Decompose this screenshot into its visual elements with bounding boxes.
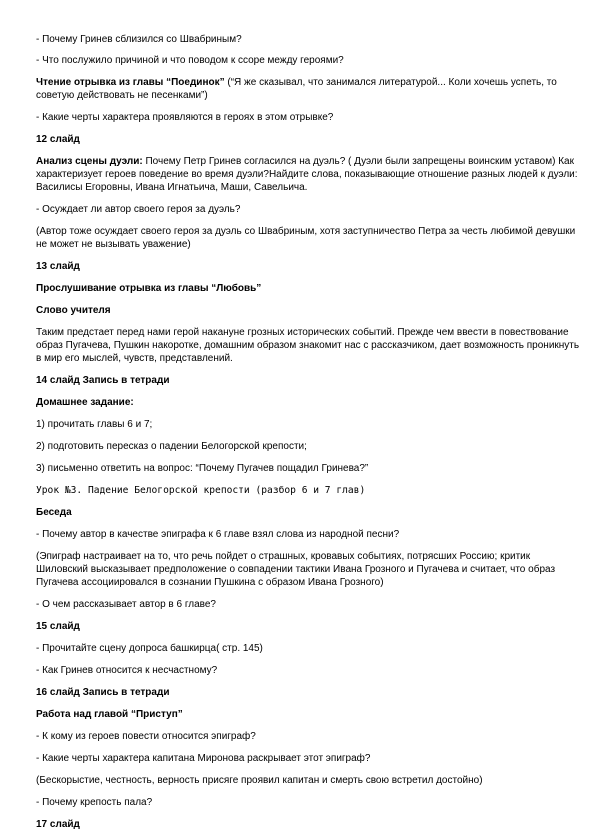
homework-item: 1) прочитать главы 6 и 7; [36,419,153,430]
question-line: - Какие черты характера капитана Миронова раскрывает этот эпиграф? [36,753,371,764]
homework-heading: Домашнее задание: [36,397,134,408]
question-line: - Осуждает ли автор своего героя за дуэль? [36,204,241,215]
homework-item: 2) подготовить пересказ о падении Белогорской крепости; [36,441,307,452]
question-line: - О чем рассказывает автор в 6 главе? [36,599,216,610]
reading-heading: Чтение отрывка из главы “Поединок” [36,77,225,88]
question-line: - Какие черты характера проявляются в героях в этом отрывке? [36,112,334,123]
work-heading: Работа над главой “Приступ” [36,709,183,720]
talk-heading: Беседа [36,507,72,518]
teacher-paragraph: Таким предстает перед нами герой накануне грозных исторических событий. Прежде чем ввести в повествование образ Пугачева, Пушкин накоротке, домашним образом знакомит нас с рассказчиком, дает возможность проникнуть в мир его мыслей, чувств, представлений. [36,327,580,364]
teacher-word-heading: Слово учителя [36,305,111,316]
question-line: - Прочитайте сцену допроса башкирца( стр. 145) [36,643,263,654]
question-line: - К кому из героев повести относится эпиграф? [36,731,256,742]
duel-paragraph [36,155,582,194]
lesson-title: Урок №3. Падение Белогорской крепости (разбор 6 и 7 глав) [36,485,366,496]
slide-heading-17: 17 слайд [36,819,80,830]
slide-heading-15: 15 слайд [36,621,80,632]
slide-heading-13: 13 слайд [36,261,80,272]
listening-heading: Прослушивание отрывка из главы “Любовь” [36,283,262,294]
question-line: - Почему Гринев сблизился со Швабриным? [36,34,242,45]
duel-heading: Анализ сцены дуэли: [36,156,143,167]
slide-heading-16: 16 слайд Запись в тетради [36,687,170,698]
slide-heading-12: 12 слайд [36,134,80,145]
duel-text: Почему Петр Гринев согласился на дуэль? ( Дуэли были запрещены воинским уставом) Как характеризует героев поведение во время дуэли?Найдите слова, показывающие отношение разных людей к дуэли: Василисы Егоровны, Ивана Игнатьича, Маши, Савельича. [36,156,578,193]
reading-paragraph [36,76,582,102]
question-line: - Почему автор в качестве эпиграфа к 6 главе взял слова из народной песни? [36,529,400,540]
answer-paragraph: (Бескорыстие, честность, верность присяге проявил капитан и смерть свою встретил достойно) [36,775,483,786]
question-line: - Почему крепость пала? [36,797,153,808]
reading-quote: (“Я же сказывал, что занимался литературой... Коли хочешь успеть, то советую действовать не песенками”) [36,77,557,101]
question-line: - Что послужило причиной и что поводом к ссоре между героями? [36,55,344,66]
homework-item: 3) письменно ответить на вопрос: “Почему Пугачев пощадил Гринева?” [36,463,369,474]
answer-paragraph: (Эпиграф настраивает на то, что речь пойдет о страшных, кровавых событиях, потрясших Россию; критик Шиловский высказывает предположение о совпадении тактики Ивана Грозного и Пугачева и считает, что образ Пугачева ассоциировался в сознании Пушкина с образом Ивана Грозного) [36,551,556,588]
answer-paragraph: (Автор тоже осуждает своего героя за дуэль со Швабриным, хотя заступничество Петра за честь любимой девушки не может не вызывать уважение) [36,226,576,250]
slide-heading-14: 14 слайд Запись в тетради [36,375,170,386]
question-line: - Как Гринев относится к несчастному? [36,665,218,676]
